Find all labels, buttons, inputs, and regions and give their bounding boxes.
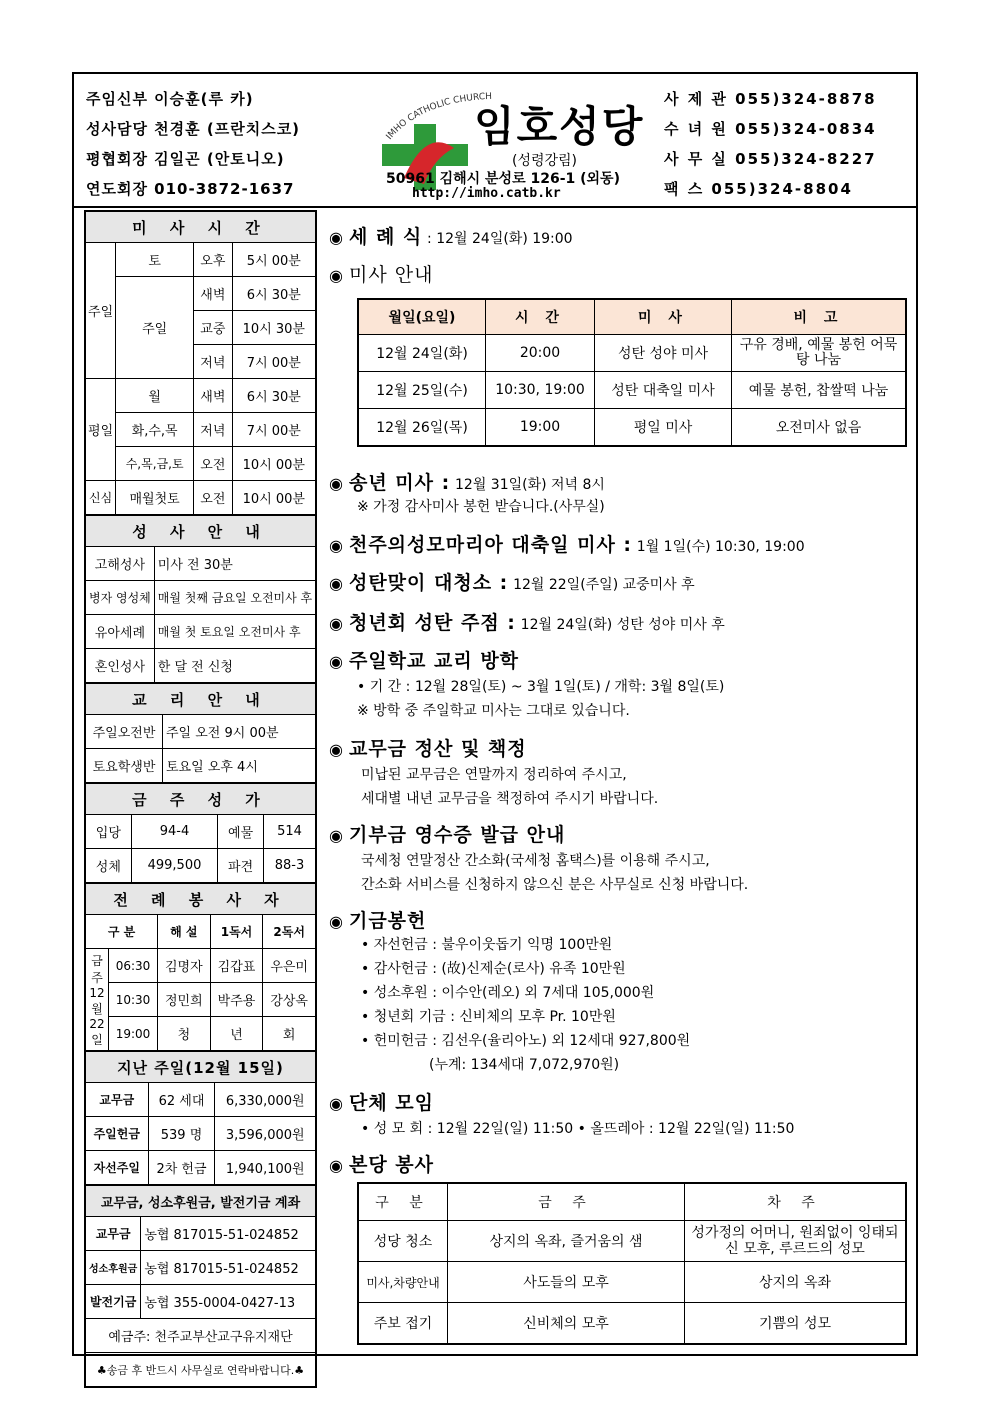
mass-name: 평일 미사 [595, 409, 732, 447]
group-title: 단체 모임 [348, 1092, 434, 1114]
bullet-icon: ◉ [329, 740, 343, 759]
donation-item: • 청년회 기금 : 신비체의 모후 Pr. 10만원 [361, 1009, 616, 1025]
school-note: ※ 방학 중 주일학교 미사는 그대로 있습니다. [357, 703, 630, 719]
bullet-icon: ◉ [329, 1094, 343, 1113]
mary-title: 천주의성모마리아 대축일 미사 : [348, 534, 633, 556]
mass-head: 월일(요일) [358, 299, 486, 335]
mass-part: 교중 [194, 311, 233, 345]
staff-prayer: 연도회장 010-3872-1637 [86, 180, 295, 198]
service-head: 구 분 [358, 1183, 448, 1221]
transfer-notice: ♣송금 후 반드시 사무실로 연락바랍니다.♣ [86, 1353, 316, 1387]
last-sunday-title: 지난 주일(12월 15일) [86, 1052, 316, 1083]
mass-date: 12월 24일(화) [358, 335, 486, 372]
hymn-label: 예물 [218, 815, 264, 849]
server-time: 19:00 [109, 1017, 158, 1051]
server-title: 전 례 봉 사 자 [86, 884, 316, 915]
mass-part: 새벽 [194, 277, 233, 311]
mass-part: 오전 [194, 481, 233, 515]
sunday-label: 주일 [86, 243, 116, 379]
server-head: 1독서 [210, 915, 263, 949]
server-head: 구 분 [86, 915, 158, 949]
youth-text: 12월 24일(화) 성탄 성야 미사 후 [520, 617, 725, 633]
server-head: 해 설 [158, 915, 211, 949]
service-this-week: 사도들의 모후 [448, 1262, 685, 1303]
sacrament-info: 한 달 전 신청 [154, 649, 315, 683]
mass-name: 성탄 성야 미사 [595, 335, 732, 372]
donation-title: 기금봉헌 [348, 910, 427, 932]
phone-list [664, 84, 877, 204]
group-section [329, 1088, 434, 1115]
sacrament-info: 매월 첫째 금요일 오전미사 후 [154, 581, 315, 615]
mass-day: 월 [116, 379, 194, 413]
mass-guide-table [357, 298, 907, 447]
church-address: 50961 김해시 분성로 126-1 (외동) [386, 171, 620, 187]
school-section [329, 646, 519, 673]
service-section [329, 1150, 434, 1177]
cleaning-section [329, 568, 695, 595]
donation-section [329, 906, 426, 933]
church-en-text: IMHO CATHOLIC CHURCH [384, 91, 493, 142]
mass-part: 저녁 [194, 413, 233, 447]
mass-day: 토 [116, 243, 194, 277]
service-task: 미사,차량안내 [358, 1262, 448, 1303]
mass-time: 10:30, 19:00 [486, 372, 595, 409]
school-title: 주일학교 교리 방학 [348, 650, 520, 672]
mass-day: 매월첫토 [116, 481, 194, 515]
phone-rectory: 사 제 관 055)324-8878 [664, 90, 877, 108]
dues-title: 교무금 정산 및 책정 [348, 738, 527, 760]
bullet-icon: ◉ [329, 614, 343, 633]
service-this-week: 상지의 옥좌, 즐거움의 샘 [448, 1221, 685, 1262]
service-table [357, 1182, 907, 1345]
doctrine-time: 주일 오전 9시 00분 [163, 715, 316, 749]
offering-label: 자선주일 [86, 1151, 149, 1185]
service-head: 차 주 [685, 1183, 907, 1221]
server-head: 2독서 [263, 915, 316, 949]
group-line: • 성 모 회 : 12월 22일(일) 11:50 • 올뜨레아 : 12월 22일(일) 11:50 [361, 1121, 795, 1137]
sidebar [84, 210, 317, 1388]
receipt-line: 국세청 연말정산 간소화(국세청 홈택스)를 이용해 주시고, [361, 853, 710, 869]
mass-note: 예물 봉헌, 찹쌀떡 나눔 [732, 372, 907, 409]
sacrament-name: 병자 영성체 [86, 581, 155, 615]
service-this-week: 신비체의 모후 [448, 1303, 685, 1345]
receipt-section [329, 820, 565, 847]
baptism-text: : 12월 24일(화) 19:00 [427, 231, 573, 247]
hymn-number: 499,500 [131, 849, 218, 883]
weekday-label: 평일 [86, 379, 116, 481]
server-name: 년 [210, 1017, 263, 1051]
service-task: 주보 접기 [358, 1303, 448, 1345]
mass-day: 화,수,목 [116, 413, 194, 447]
dues-line: 세대별 내년 교무금을 책정하여 주시기 바랍니다. [361, 791, 659, 807]
offering-amount: 1,940,100원 [215, 1151, 316, 1185]
sacrament-name: 고해성사 [86, 547, 155, 581]
bullet-icon: ◉ [329, 266, 343, 285]
mass-part: 오전 [194, 447, 233, 481]
account-title: 교무금, 성소후원금, 발전기금 계좌 [86, 1186, 316, 1217]
mass-head: 시 간 [486, 299, 595, 335]
mass-note: 오전미사 없음 [732, 409, 907, 447]
mass-part: 오후 [194, 243, 233, 277]
offering-count: 62 세대 [148, 1083, 215, 1117]
sacrament-info: 매월 첫 토요일 오전미사 후 [154, 615, 315, 649]
youth-section [329, 608, 725, 635]
cleaning-title: 성탄맞이 대청소 : [348, 572, 509, 594]
hymn-label: 파견 [218, 849, 264, 883]
mass-part: 저녁 [194, 345, 233, 379]
service-head: 금 주 [448, 1183, 685, 1221]
server-name: 김명자 [158, 949, 211, 983]
server-name: 정민희 [158, 983, 211, 1017]
account-number: 농협 817015-51-024852 [141, 1217, 316, 1251]
mass-day: 주일 [116, 277, 194, 379]
dues-section [329, 734, 527, 761]
cleaning-text: 12월 22일(주일) 교중미사 후 [513, 577, 695, 593]
mass-time: 7시 00분 [232, 345, 315, 379]
account-number: 농협 817015-51-024852 [141, 1251, 316, 1285]
doctrine-time: 토요일 오후 4시 [163, 749, 316, 783]
mass-time: 7시 00분 [232, 413, 315, 447]
donation-total: (누계: 134세대 7,072,970원) [429, 1057, 620, 1073]
staff-council: 평협회장 김일곤 (안토니오) [86, 150, 285, 168]
hymn-label: 성체 [86, 849, 132, 883]
server-name: 김갑표 [210, 949, 263, 983]
sinsim-label: 신심 [86, 481, 116, 515]
mass-time: 6시 30분 [232, 379, 315, 413]
church-patron: (성령강림) [512, 153, 578, 169]
offering-amount: 6,330,000원 [215, 1083, 316, 1117]
receipt-line: 간소화 서비스를 신청하지 않으신 분은 사무실로 신청 바랍니다. [361, 877, 749, 893]
donation-item: • 성소후원 : 이수안(레오) 외 7세대 105,000원 [361, 985, 655, 1001]
school-period: • 기 간 : 12월 28일(토) ~ 3월 1일(토) / 개학: 3월 8일(토) [357, 679, 725, 695]
mass-time: 19:00 [486, 409, 595, 447]
account-label: 교무금 [86, 1217, 141, 1251]
yearend-section [329, 468, 605, 495]
bullet-icon: ◉ [329, 574, 343, 593]
staff-sacrament: 성사담당 천경훈 (프란치스코) [86, 120, 301, 138]
hymn-label: 입당 [86, 815, 132, 849]
yearend-note: ※ 가정 감사미사 봉헌 받습니다.(사무실) [357, 499, 605, 515]
service-title: 본당 봉사 [348, 1154, 434, 1176]
yearend-text: 12월 31일(화) 저녁 8시 [455, 477, 605, 493]
offering-label: 교무금 [86, 1083, 149, 1117]
church-title: 임호성당 [474, 102, 645, 151]
phone-convent: 수 녀 원 055)324-0834 [664, 120, 877, 138]
mass-day: 수,목,금,토 [116, 447, 194, 481]
donation-item: • 자선헌금 : 불우이웃돕기 익명 100만원 [361, 937, 613, 953]
service-task: 성당 청소 [358, 1221, 448, 1262]
account-label: 성소후원금 [86, 1251, 141, 1285]
service-next-week: 기쁨의 성모 [685, 1303, 907, 1345]
yearend-title: 송년 미사 : [348, 472, 451, 494]
server-time: 06:30 [109, 949, 158, 983]
mass-time: 10시 00분 [232, 447, 315, 481]
receipt-title: 기부금 영수증 발급 안내 [348, 824, 566, 846]
account-label: 발전기금 [86, 1285, 141, 1319]
hymn-number: 514 [263, 815, 315, 849]
sacrament-title: 성 사 안 내 [86, 516, 316, 547]
baptism-title: 세 례 식 [348, 226, 423, 248]
bulletin-frame [72, 72, 918, 1377]
offering-count: 539 명 [148, 1117, 215, 1151]
sacrament-info: 미사 전 30분 [154, 547, 315, 581]
dues-line: 미납된 교무금은 연말까지 정리하여 주시고, [361, 767, 627, 783]
sacrament-name: 혼인성사 [86, 649, 155, 683]
mass-times-title: 미 사 시 간 [86, 212, 316, 243]
account-holder: 예금주: 천주교부산교구유지재단 [86, 1319, 316, 1353]
doctrine-title: 교 리 안 내 [86, 684, 316, 715]
donation-item: • 헌미헌금 : 김선우(율리아노) 외 12세대 927,800원 [361, 1033, 691, 1049]
mass-note: 구유 경배, 예물 봉헌 어묵탕 나눔 [732, 335, 907, 372]
baptism-section [329, 222, 573, 249]
mass-time: 10시 00분 [232, 481, 315, 515]
server-time: 10:30 [109, 983, 158, 1017]
bullet-icon: ◉ [329, 826, 343, 845]
youth-title: 청년회 성탄 주점 : [348, 612, 516, 634]
mary-section [329, 530, 805, 557]
doctrine-class: 주일오전반 [86, 715, 163, 749]
mass-head: 미 사 [595, 299, 732, 335]
mass-time: 5시 00분 [232, 243, 315, 277]
server-name: 박주용 [210, 983, 263, 1017]
server-date: 금주 12월 22일 [86, 949, 109, 1051]
service-next-week: 성가정의 어머니, 원죄없이 잉태되신 모후, 루르드의 성모 [685, 1221, 907, 1262]
mass-guide-section [329, 260, 433, 287]
account-number: 농협 355-0004-0427-13 [141, 1285, 316, 1319]
mary-text: 1월 1일(수) 10:30, 19:00 [636, 539, 805, 555]
staff-list [86, 84, 300, 204]
bullet-icon: ◉ [329, 536, 343, 555]
server-name: 회 [263, 1017, 316, 1051]
bullet-icon: ◉ [329, 652, 343, 671]
server-name: 강상옥 [263, 983, 316, 1017]
server-name: 청 [158, 1017, 211, 1051]
phone-fax: 팩 스 055)324-8804 [664, 180, 853, 198]
mass-time: 10시 30분 [232, 311, 315, 345]
staff-pastor: 주임신부 이승훈(루 카) [86, 90, 254, 108]
offering-label: 주일헌금 [86, 1117, 149, 1151]
hymn-title: 금 주 성 가 [86, 784, 316, 815]
church-url[interactable]: http://imho.catb.kr [412, 186, 561, 201]
donation-item: • 감사헌금 : (故)신제순(로사) 유족 10만원 [361, 961, 626, 977]
offering-count: 2차 헌금 [148, 1151, 215, 1185]
doctrine-class: 토요학생반 [86, 749, 163, 783]
bullet-icon: ◉ [329, 912, 343, 931]
mass-guide-title: 미사 안내 [348, 264, 434, 286]
bullet-icon: ◉ [329, 474, 343, 493]
sacrament-name: 유아세례 [86, 615, 155, 649]
hymn-number: 94-4 [131, 815, 218, 849]
bullet-icon: ◉ [329, 1156, 343, 1175]
bullet-icon: ◉ [329, 228, 343, 247]
mass-date: 12월 25일(수) [358, 372, 486, 409]
mass-name: 성탄 대축일 미사 [595, 372, 732, 409]
mass-time: 20:00 [486, 335, 595, 372]
offering-amount: 3,596,000원 [215, 1117, 316, 1151]
mass-part: 새벽 [194, 379, 233, 413]
phone-office: 사 무 실 055)324-8227 [664, 150, 877, 168]
server-name: 우은미 [263, 949, 316, 983]
mass-head: 비 고 [732, 299, 907, 335]
service-next-week: 상지의 옥좌 [685, 1262, 907, 1303]
bulletin-header [74, 74, 916, 208]
hymn-number: 88-3 [263, 849, 315, 883]
mass-time: 6시 30분 [232, 277, 315, 311]
mass-date: 12월 26일(목) [358, 409, 486, 447]
